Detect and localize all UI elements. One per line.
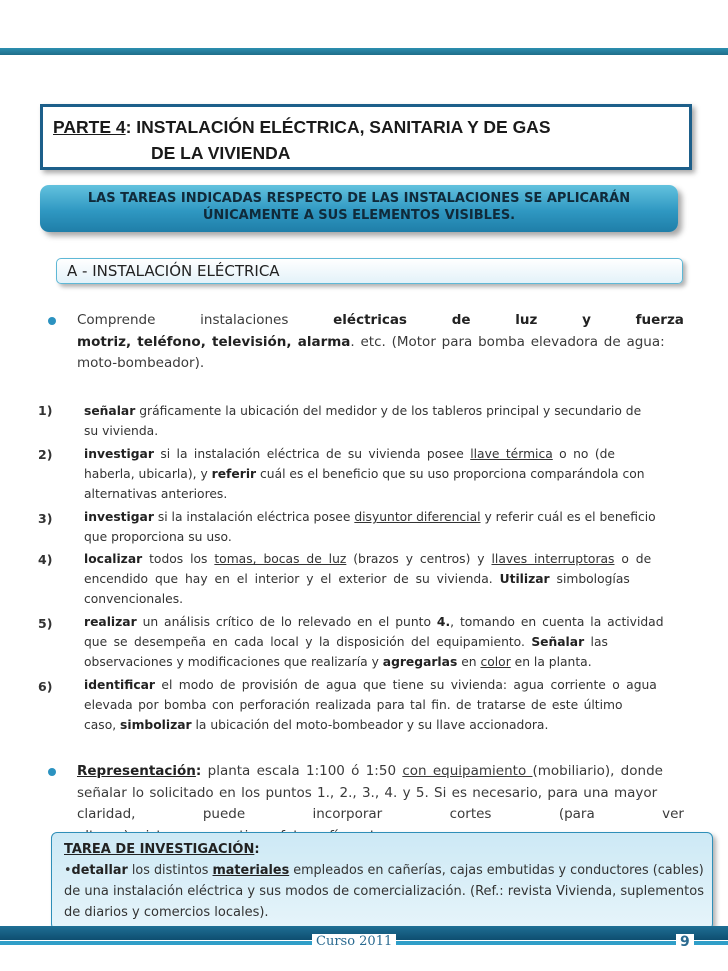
item-text: el modo de provisión de agua que tiene su vivienda: agua corriente o agua	[154, 678, 657, 692]
item-line: que proporciona su uso.	[84, 530, 232, 544]
inv-text: los distintos	[127, 863, 213, 878]
investigation-line1	[64, 860, 704, 881]
intro-word: Comprende	[77, 312, 156, 328]
part-label: PARTE 4	[53, 117, 126, 137]
item-verb: Utilizar	[499, 572, 550, 586]
item-text: si la instalación eléctrica posee	[153, 510, 355, 524]
item-number: 1)	[38, 403, 53, 418]
intro-word: eléctricas	[333, 312, 407, 328]
intro-line3: moto-bombeador).	[77, 355, 205, 371]
item-verb: simbolizar	[120, 718, 192, 732]
intro-word: fuerza	[635, 312, 684, 328]
list-item	[84, 612, 684, 672]
rep-word: (para	[558, 806, 595, 822]
item-text: en	[457, 655, 481, 669]
item-verb: investigar	[84, 447, 154, 461]
intro-word: y	[582, 312, 591, 328]
item-line	[84, 632, 684, 652]
item-text: que se desempeña en cada local y la disposición del equipamiento.	[84, 635, 532, 649]
item-text: en la planta.	[510, 655, 592, 669]
item-text: simbologías	[549, 572, 630, 586]
item-line	[84, 401, 684, 421]
item-underline: disyuntor diferencial	[354, 510, 481, 524]
item-line: elevada por bomba con perforación realizada para tal fin. de tratarse de este último	[84, 698, 623, 712]
item-number: 2)	[38, 447, 53, 462]
item-verb: agregarlas	[382, 655, 458, 669]
list-item	[84, 549, 684, 609]
item-text: las	[584, 635, 608, 649]
item-text: o de	[614, 552, 652, 566]
investigation-line2: de una instalación eléctrica y sus modos de comercialización. (Ref.: revista Vivienda, suplementos	[64, 884, 704, 899]
item-verb: localizar	[84, 552, 143, 566]
item-line	[84, 507, 684, 527]
item-text: , tomando en cuenta la actividad	[450, 615, 664, 629]
rep-colon: :	[195, 763, 202, 779]
page-title-line2: DE LA VIVIENDA	[151, 143, 291, 163]
item-number: 3)	[38, 511, 53, 526]
bullet-icon	[48, 768, 56, 776]
item-text: observaciones y modificaciones que realizaría y	[84, 655, 383, 669]
item-underline: llaves interruptoras	[491, 552, 615, 566]
rep-word: incorporar	[312, 806, 383, 822]
item-line: su vivienda.	[84, 424, 159, 438]
item-text: cuál es el beneficio que su uso proporciona comparándola con	[256, 467, 645, 481]
item-line	[84, 675, 684, 695]
inv-underline: materiales	[212, 863, 290, 878]
rep-line3	[77, 804, 684, 826]
rep-text: planta escala 1:100 ó 1:50	[201, 763, 403, 779]
section-title: A - INSTALACIÓN ELÉCTRICA	[67, 262, 280, 280]
intro-line1	[77, 310, 684, 332]
intro-text: . etc. (Motor para bomba elevadora de agua:	[350, 333, 665, 350]
item-bold: 4.	[436, 615, 451, 629]
item-verb: investigar	[84, 510, 154, 524]
item-line: alternativas anteriores.	[84, 487, 228, 501]
item-text: (brazos y centros) y	[346, 552, 492, 566]
rep-word: claridad,	[77, 806, 136, 822]
inv-text: empleados en cañerías, cajas embutidas y conductores (cables)	[289, 863, 704, 878]
intro-paragraph	[77, 310, 684, 375]
list-item	[84, 675, 684, 735]
list-item	[84, 401, 684, 441]
item-verb: Señalar	[531, 635, 585, 649]
notice-banner	[40, 185, 678, 232]
item-verb: señalar	[84, 404, 136, 418]
item-text: gráficamente la ubicación del medidor y de los tableros principal y secundario de	[135, 404, 642, 418]
item-line: convencionales.	[84, 592, 184, 606]
intro-word: de	[451, 312, 471, 328]
item-verb: identificar	[84, 678, 155, 692]
header-rule	[0, 48, 728, 55]
item-text: caso,	[84, 718, 121, 732]
page-number: 9	[676, 934, 694, 950]
item-line	[84, 652, 684, 672]
item-text: la ubicación del moto-bombeador y su llave accionadora.	[191, 718, 549, 732]
banner-line2: ÚNICAMENTE A SUS ELEMENTOS VISIBLES.	[202, 208, 516, 223]
item-underline: tomas, bocas de luz	[214, 552, 347, 566]
intro-bold: motriz, teléfono, televisión, alarma	[77, 333, 351, 350]
rep-text: (mobiliario), donde	[532, 763, 663, 779]
item-text: si la instalación eléctrica de su vivienda posee	[153, 447, 471, 461]
item-text: un análisis crítico de lo relevado en el punto	[136, 615, 437, 629]
title-rest: : INSTALACIÓN ELÉCTRICA, SANITARIA Y DE GAS	[125, 117, 551, 137]
banner-line1: LAS TAREAS INDICADAS RESPECTO DE LAS INSTALACIONES SE APLICARÁN	[87, 191, 631, 206]
item-text: haberla, ubicarla), y	[84, 467, 212, 481]
rep-word: ver	[662, 806, 684, 822]
investigation-title-text: TAREA DE INVESTIGACIÓN	[64, 842, 255, 857]
rep-underline: con equipamiento	[402, 763, 533, 779]
item-text: y referir cuál es el beneficio	[480, 510, 656, 524]
list-item	[84, 444, 684, 504]
item-text: o no (de	[552, 447, 616, 461]
rep-line2: señalar lo solicitado en los puntos 1., 2., 3., 4. y 5. Si es necesario, para una mayor	[77, 784, 658, 801]
investigation-colon: :	[254, 842, 260, 857]
item-line	[84, 444, 684, 464]
representation-paragraph	[77, 761, 684, 833]
item-line	[84, 464, 684, 484]
page-title-box	[40, 104, 692, 170]
intro-line2	[77, 332, 684, 354]
item-number: 5)	[38, 616, 53, 631]
rep-label: Representación	[77, 763, 196, 779]
footer-course: Curso 2011	[312, 934, 396, 949]
item-text: todos los	[142, 552, 215, 566]
item-verb: realizar	[84, 615, 137, 629]
item-underline: llave térmica	[470, 447, 553, 461]
dot-icon: •	[64, 863, 72, 878]
item-number: 4)	[38, 552, 53, 567]
page-title-line1	[53, 117, 551, 138]
intro-word: luz	[515, 312, 538, 328]
list-item	[84, 507, 684, 547]
item-line	[84, 549, 684, 569]
item-number: 6)	[38, 679, 53, 694]
item-line	[84, 569, 684, 589]
section-heading	[56, 258, 683, 284]
item-underline: color	[480, 655, 511, 669]
rep-word: puede	[202, 806, 246, 822]
rep-word: cortes	[449, 806, 492, 822]
investigation-line3: de diarios y comercios locales).	[64, 905, 269, 920]
inv-verb: detallar	[71, 863, 128, 878]
intro-word: instalaciones	[200, 312, 289, 328]
rep-line1	[77, 761, 684, 783]
item-line	[84, 612, 684, 632]
investigation-title	[64, 839, 260, 860]
investigation-box	[51, 832, 713, 930]
item-verb: referir	[211, 467, 257, 481]
item-text: encendido que hay en el interior y el exterior de su vivienda.	[84, 572, 500, 586]
bullet-icon	[48, 317, 56, 325]
item-line	[84, 715, 684, 735]
